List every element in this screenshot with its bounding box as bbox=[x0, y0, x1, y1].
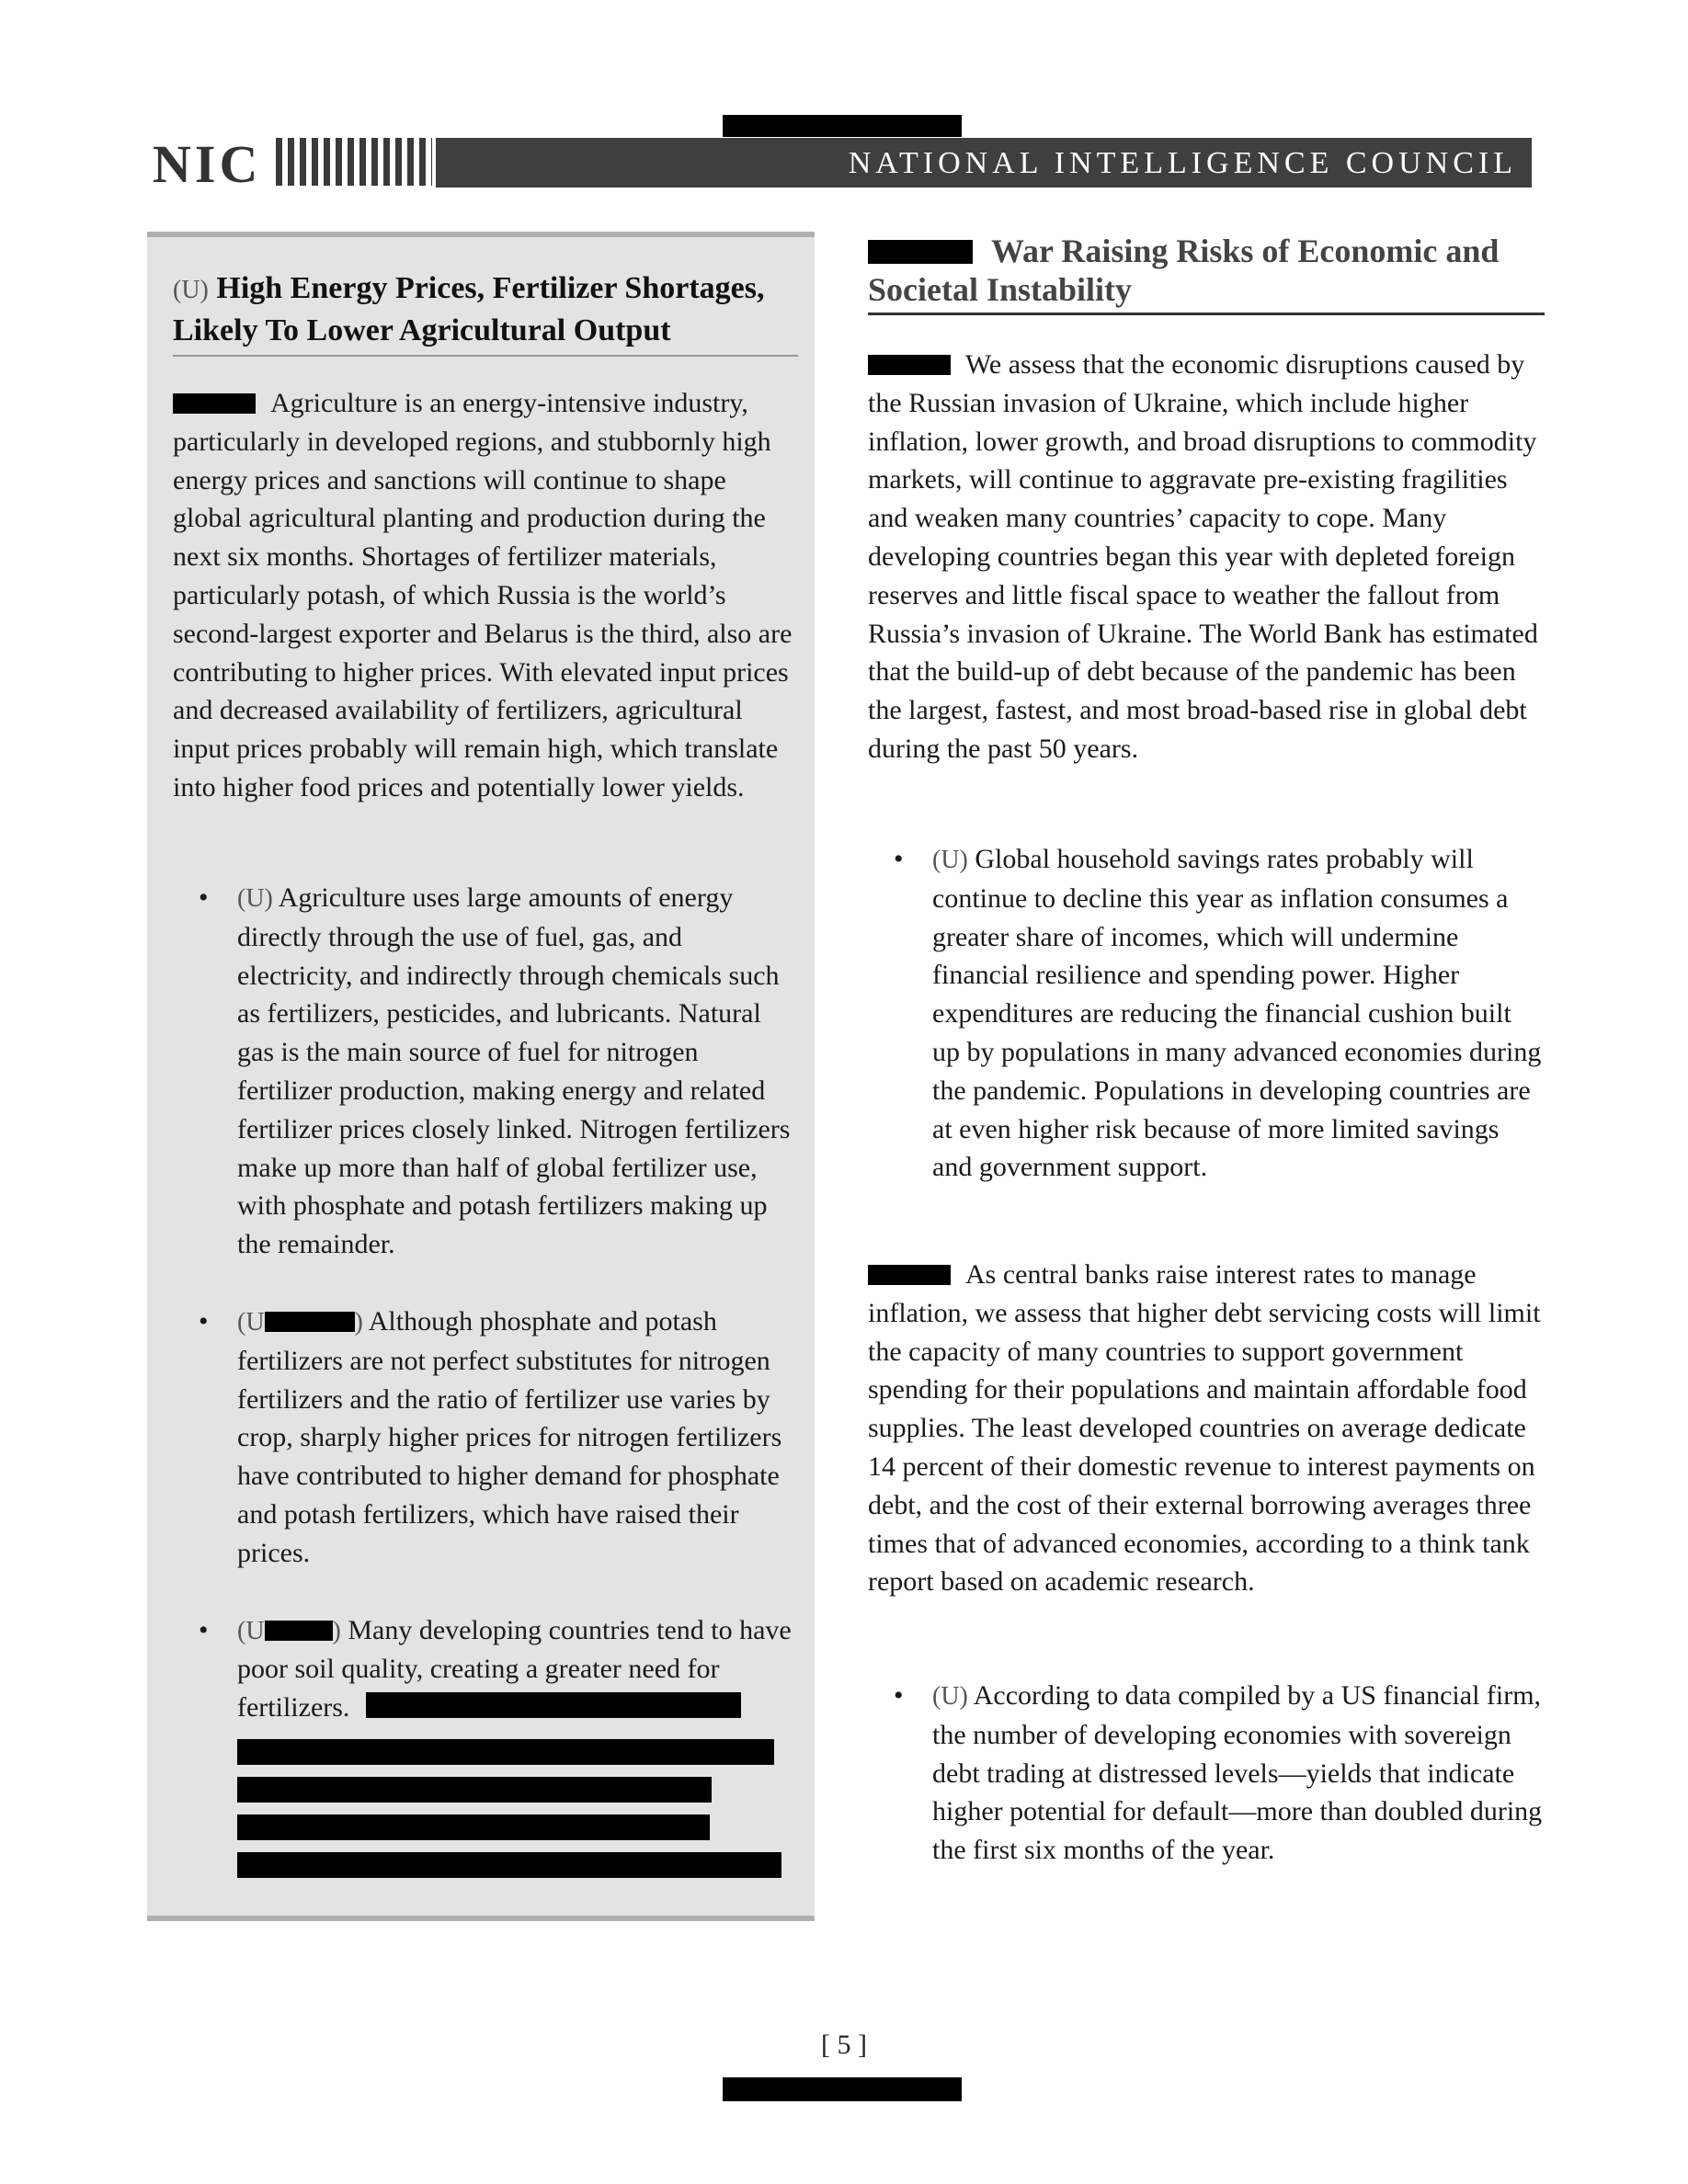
sidebar-title bbox=[173, 268, 798, 357]
classification-marking-open: (U bbox=[237, 1307, 265, 1337]
header-banner: NATIONAL INTELLIGENCE COUNCIL bbox=[436, 138, 1532, 188]
classification-marking: (U) bbox=[173, 276, 209, 304]
bullet-text: Agriculture uses large amounts of energy directly through the use of fuel, gas, and electricity, and indirectly through chemicals such as fertilizers, pesticides, and lubricants. Natural gas is the main source of fuel for nitrogen fertilizer production, making energy and related fertilizer prices closely linked. Nitrogen fertilizers make up more than half of global fertilizer use, with phosphate and potash fertilizers making up the remainder. bbox=[237, 882, 791, 1260]
bullet-list bbox=[868, 840, 1545, 1225]
nic-logo: NIC bbox=[153, 134, 262, 194]
bullet-text: Many developing countries tend to have poor soil quality, creating a greater need for fertilizers. bbox=[237, 1614, 792, 1723]
redaction-line bbox=[237, 1739, 774, 1765]
paragraph bbox=[868, 346, 1545, 768]
section-title bbox=[868, 232, 1545, 315]
classification-marking: (U) bbox=[237, 884, 273, 913]
classification-marking-close: ) bbox=[332, 1616, 341, 1645]
list-item bbox=[868, 1677, 1545, 1870]
redaction-bar-bottom bbox=[723, 2077, 962, 2101]
paragraph-text: As central banks raise interest rates to manage inflation, we assess that higher debt servicing costs will limit the capacity of many countries to support government spending for their populations and maintain affordable food supplies. The least developed countries on average dedicate 14 percent of their domestic revenue to interest payments on debt, and the cost of their external borrowing averages three times that of advanced economies, according to a think tank report based on academic research. bbox=[868, 1259, 1541, 1598]
classification-marking: (U) bbox=[932, 846, 968, 874]
sidebar-lead-paragraph bbox=[173, 384, 798, 807]
redaction-line bbox=[237, 1814, 710, 1840]
redaction-bar-top bbox=[723, 115, 962, 137]
bullet-text: Although phosphate and potash fertilizers are not perfect substitutes for nitrogen fertilizers and the ratio of fertilizer use varies by crop, sharply higher prices for nitrogen fertilizers have contributed to higher demand for phosphate and potash fertilizers, which have raised their prices. bbox=[237, 1305, 782, 1568]
paragraph bbox=[868, 1256, 1545, 1601]
redaction-line bbox=[237, 1777, 712, 1803]
bullet-text: Global household savings rates probably will continue to decline this year as inflation consumes a greater share of incomes, which will undermine financial resilience and spending power. Higher expenditures are reducing the financial cushion built up by populations in many advanced economies during the pandemic. Populations in developing countries are at even higher risk because of more limited savings and government support. bbox=[932, 844, 1542, 1183]
section-title-text: War Raising Risks of Economic and Societal Instability bbox=[868, 233, 1500, 308]
redaction-block bbox=[265, 1312, 355, 1332]
redaction-line bbox=[237, 1852, 781, 1878]
sidebar-lead-text: Agriculture is an energy-intensive industry, particularly in developed regions, and stubbornly high energy prices and sanctions will continue to shape global agricultural planting and production during the next six months. Shortages of fertilizer materials, particularly potash, of which Russia is the world’s second-largest exporter and Belarus is the third, also are contributing to higher prices. With elevated input prices and decreased availability of fertilizers, agricultural input prices probably will remain high, which translate into higher food prices and potentially lower yields. bbox=[173, 388, 793, 802]
logo-stripes-icon bbox=[276, 138, 432, 186]
list-item bbox=[173, 1611, 798, 1878]
redaction-block bbox=[868, 240, 973, 264]
redaction-block bbox=[366, 1692, 741, 1718]
sidebar-bullet-list bbox=[173, 879, 798, 1917]
bullet-text: According to data compiled by a US financial firm, the number of developing economies with sovereign debt trading at distressed levels—yields that indicate higher potential for default—more than doubled during the first six months of the year. bbox=[932, 1680, 1543, 1866]
list-item bbox=[173, 879, 798, 1264]
redaction-block bbox=[265, 1621, 333, 1641]
sidebar-title-text: High Energy Prices, Fertilizer Shortages, Likely To Lower Agricultural Output bbox=[173, 271, 765, 347]
classification-marking-open: (U bbox=[237, 1616, 265, 1645]
redaction-block bbox=[173, 393, 256, 414]
page-number: [ 5 ] bbox=[821, 2030, 867, 2060]
bullet-list bbox=[868, 1677, 1545, 1908]
redaction-block bbox=[868, 1265, 951, 1285]
classification-marking: (U) bbox=[932, 1682, 968, 1711]
list-item bbox=[868, 840, 1545, 1187]
paragraph-text: We assess that the economic disruptions caused by the Russian invasion of Ukraine, which include higher inflation, lower growth, and broad disruptions to commodity markets, will continue to aggravate pre-existing fragilities and weaken many countries’ capacity to cope. Many developing countries began this year with depleted foreign reserves and little fiscal space to weather the fallout from Russia’s invasion of Ukraine. The World Bank has estimated that the build-up of debt because of the pandemic has been the largest, fastest, and most broad-based rise in global debt during the past 50 years. bbox=[868, 349, 1538, 764]
redaction-block bbox=[868, 355, 951, 375]
classification-marking-close: ) bbox=[354, 1307, 363, 1337]
list-item bbox=[173, 1302, 798, 1573]
